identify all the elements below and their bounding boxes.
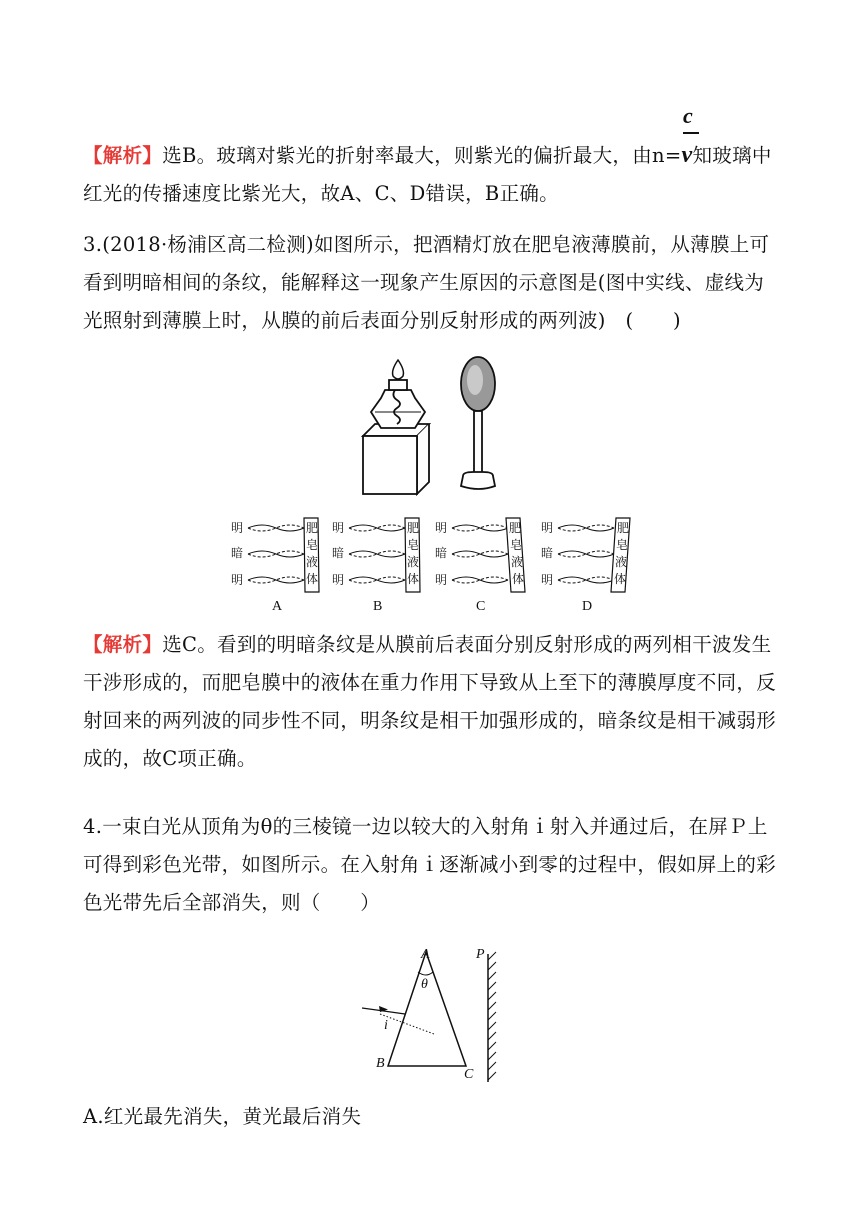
film-label-char: 体: [512, 572, 525, 586]
option-a-diagram: [231, 518, 319, 614]
alcohol-lamp-figure: [355, 356, 515, 498]
film-label-char: 体: [614, 572, 627, 586]
film-label-char: 体: [306, 572, 319, 586]
row-label-bright-2: 明: [231, 573, 244, 587]
q4-option-a: A.红光最先消失，黄光最后消失: [83, 1105, 362, 1128]
film-label-char: 液: [407, 555, 420, 569]
row-label-dark: 暗: [332, 546, 345, 560]
q2-solution-text-b: 知玻璃中: [692, 144, 772, 167]
film-label-char: 肥: [306, 521, 319, 535]
film-label-char: 肥: [407, 521, 420, 535]
q3-question: 3.(2018·杨浦区高二检测)如图所示，把酒精灯放在肥皂液薄膜前，从薄膜上可看到明暗相间的条纹，能解释这一现象产生原因的示意图是(图中实线、虚线为光照射到薄膜上时，从膜的前后表面分别反射形成的两列波) ( ): [83, 233, 770, 332]
q2-solution-text-a: 选B。玻璃对紫光的折射率最大，则紫光的偏折最大，由: [162, 144, 653, 167]
film-label-char: 液: [615, 555, 628, 569]
solution-tag: 【解析】: [83, 144, 163, 167]
q2-solution: [83, 136, 783, 213]
row-label-dark: 暗: [435, 546, 448, 560]
film-label-char: 液: [306, 555, 319, 569]
formula-n: n=: [652, 144, 682, 167]
film-label-char: 皂: [407, 538, 420, 552]
screen-label-p: P: [476, 947, 485, 962]
fraction-bar: [683, 132, 699, 134]
row-label-dark: 暗: [541, 546, 554, 560]
q3-solution: [83, 626, 783, 778]
q3-solution-text: 选C。看到的明暗条纹是从膜前后表面分别反射形成的两列相干波发生干涉形成的，而肥皂膜中的液体在重力作用下导致从上至下的薄膜厚度不同，反射回来的两列波的同步性不同，明条纹是相干加强形成的，暗条纹是相干减弱形成的，故C项正确。: [83, 633, 777, 770]
film-label-char: 皂: [306, 538, 319, 552]
option-b-diagram: [332, 518, 420, 614]
row-label-bright-1: 明: [435, 521, 448, 535]
option-c-diagram: [435, 518, 525, 614]
row-label-bright-1: 明: [231, 521, 244, 535]
fraction-numerator: c: [683, 103, 693, 128]
row-label-bright-2: 明: [332, 573, 345, 587]
film-label-char: 皂: [616, 538, 629, 552]
q4-question: 4.一束白光从顶角为θ的三棱镜一边以较大的入射角ｉ射入并通过后，在屏Ｐ上可得到彩色光带，如图所示。在入射角ｉ逐渐减小到零的过程中，假如屏上的彩色光带先后全部消失，则（ ）: [83, 815, 777, 914]
row-label-bright-1: 明: [332, 521, 345, 535]
q2-solution-line2: 红光的传播速度比紫光大，故A、C、D错误，B正确。: [83, 182, 559, 205]
apex-angle-label: θ: [421, 977, 428, 992]
fraction-denominator: v: [681, 142, 693, 168]
option-caption-c: C: [476, 599, 486, 614]
row-label-bright-2: 明: [435, 573, 448, 587]
vertex-label-a: A: [421, 947, 430, 962]
film-label-char: 体: [407, 572, 420, 586]
film-label-char: 肥: [509, 521, 522, 535]
incidence-angle-label: i: [384, 1018, 388, 1033]
film-label-char: 液: [511, 555, 524, 569]
option-caption-a: A: [272, 599, 283, 614]
film-label-char: 皂: [510, 538, 523, 552]
vertex-label-b: B: [376, 1056, 385, 1071]
solution-tag: 【解析】: [83, 633, 163, 656]
interference-options-figure: [226, 512, 636, 614]
vertex-label-c: C: [464, 1067, 474, 1082]
row-label-dark: 暗: [231, 546, 244, 560]
option-caption-b: B: [373, 599, 383, 614]
row-label-bright-1: 明: [541, 521, 554, 535]
prism-figure: [360, 940, 510, 1088]
row-label-bright-2: 明: [541, 573, 554, 587]
film-label-char: 肥: [617, 521, 630, 535]
option-caption-d: D: [582, 599, 593, 614]
option-d-diagram: [541, 518, 630, 614]
